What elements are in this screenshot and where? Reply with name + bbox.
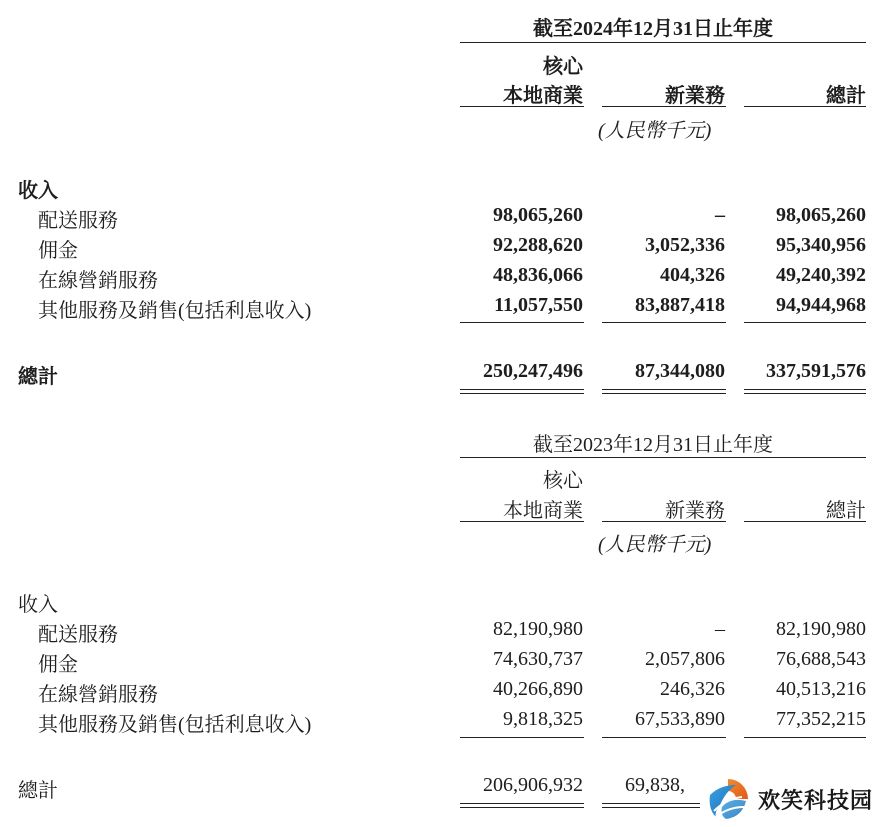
- row-value: 82,190,980: [493, 618, 583, 640]
- col-header-new-business: 新業務: [665, 500, 725, 522]
- row-value: –: [715, 204, 725, 226]
- row-label: 其他服務及銷售(包括利息收入): [38, 300, 312, 322]
- subtotal-rule: [460, 737, 584, 738]
- subtotal-rule: [602, 322, 726, 323]
- row-value: 94,944,968: [776, 294, 866, 316]
- row-label: 其他服務及銷售(包括利息收入): [38, 714, 312, 736]
- subtotal-rule: [602, 737, 726, 738]
- period-header-2023: 截至2023年12月31日止年度: [533, 434, 773, 456]
- col-header-total: 總計: [826, 85, 866, 107]
- row-value: 67,533,890: [635, 708, 725, 730]
- unit-label: (人民幣千元): [598, 120, 712, 142]
- row-label: 佣金: [38, 654, 78, 676]
- col-underline: [460, 106, 584, 107]
- row-value: –: [715, 618, 725, 640]
- subtotal-rule: [744, 737, 866, 738]
- row-value: 2,057,806: [645, 648, 725, 670]
- col-header-new-business: 新業務: [665, 85, 725, 107]
- row-value: 83,887,418: [635, 294, 725, 316]
- col-header-total: 總計: [826, 500, 866, 522]
- period-underline: [460, 457, 866, 458]
- row-label: 佣金: [38, 240, 78, 262]
- row-value: 77,352,215: [776, 708, 866, 730]
- revenue-heading: 收入: [18, 594, 58, 616]
- row-label: 在線營銷服務: [38, 684, 158, 706]
- row-value: 92,288,620: [493, 234, 583, 256]
- row-value: 82,190,980: [776, 618, 866, 640]
- row-value: 48,836,066: [493, 264, 583, 286]
- row-label: 配送服務: [38, 624, 118, 646]
- watermark: [700, 772, 894, 827]
- subtotal-rule: [744, 322, 866, 323]
- revenue-heading: 收入: [18, 180, 58, 202]
- unit-label: (人民幣千元): [598, 534, 712, 556]
- row-value: 246,326: [660, 678, 725, 700]
- total-value: 206,906,932: [483, 774, 583, 796]
- row-value: 76,688,543: [776, 648, 866, 670]
- col-underline: [744, 106, 866, 107]
- total-value: 337,591,576: [766, 360, 866, 382]
- row-value: 98,065,260: [493, 204, 583, 226]
- col-underline: [460, 521, 584, 522]
- total-value: 69,838,: [625, 774, 685, 796]
- globe-logo-icon: [706, 777, 750, 821]
- row-label: 在線營銷服務: [38, 270, 158, 292]
- row-value: 95,340,956: [776, 234, 866, 256]
- col-header-core-line2: 本地商業: [503, 500, 583, 522]
- subtotal-rule: [460, 322, 584, 323]
- period-header-2024: 截至2024年12月31日止年度: [533, 18, 773, 40]
- row-label: 配送服務: [38, 210, 118, 232]
- double-rule: [744, 389, 866, 394]
- col-underline: [744, 521, 866, 522]
- double-rule: [602, 389, 726, 394]
- total-value: 87,344,080: [635, 360, 725, 382]
- col-header-core-line1: 核心: [543, 470, 583, 492]
- col-underline: [602, 106, 726, 107]
- watermark-text: 欢笑科技园: [758, 789, 874, 814]
- col-header-core-line2: 本地商業: [503, 85, 583, 107]
- row-value: 40,513,216: [776, 678, 866, 700]
- total-value: 250,247,496: [483, 360, 583, 382]
- row-value: 74,630,737: [493, 648, 583, 670]
- row-value: 9,818,325: [503, 708, 583, 730]
- total-label: 總計: [18, 366, 58, 388]
- double-rule: [460, 803, 584, 808]
- double-rule: [460, 389, 584, 394]
- row-value: 11,057,550: [494, 294, 583, 316]
- row-value: 404,326: [660, 264, 725, 286]
- row-value: 3,052,336: [645, 234, 725, 256]
- row-value: 40,266,890: [493, 678, 583, 700]
- col-underline: [602, 521, 726, 522]
- row-value: 98,065,260: [776, 204, 866, 226]
- col-header-core-line1: 核心: [543, 56, 583, 78]
- period-underline: [460, 42, 866, 43]
- total-label: 總計: [18, 780, 58, 802]
- row-value: 49,240,392: [776, 264, 866, 286]
